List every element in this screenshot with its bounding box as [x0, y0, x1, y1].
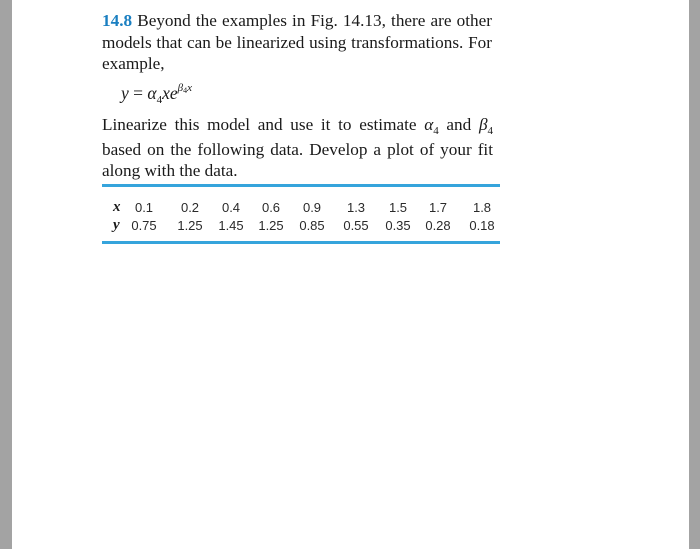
table-cell: 1.25 [258, 218, 284, 233]
problem-number: 14.8 [102, 11, 133, 30]
alpha-glyph: α [424, 115, 434, 134]
x-row-label: x [113, 199, 121, 215]
beta-glyph: β [478, 115, 488, 134]
equation-x: x [162, 83, 170, 103]
table-top-rule [102, 184, 500, 187]
table-cell: 0.2 [180, 200, 200, 215]
table-cell: 0.9 [302, 200, 322, 215]
equation-beta: β [177, 82, 184, 94]
table-cell: 1.7 [428, 200, 448, 215]
table-cell: 0.6 [261, 200, 281, 215]
equation-beta-sub: 4 [183, 86, 188, 95]
equation-e: e [169, 83, 178, 103]
document-page [12, 0, 689, 549]
table-cell: 1.45 [218, 218, 244, 233]
problem-text: Beyond the examples in Fig. 14.13, there are other models that can be linearized using transformations. For example, [102, 11, 492, 74]
table-cell: 0.35 [385, 218, 411, 233]
table-cell: 0.4 [221, 200, 241, 215]
table-row-y [102, 217, 502, 235]
problem-statement [102, 10, 492, 75]
table-cell: 1.5 [388, 200, 408, 215]
beta-sub: 4 [487, 125, 494, 137]
equation-exponent [178, 82, 192, 94]
model-equation [121, 83, 192, 104]
table-cell: 1.3 [346, 200, 366, 215]
equation-y: y [121, 83, 129, 103]
equation-alpha: α [147, 83, 157, 103]
equation-equals: = [133, 83, 144, 103]
equation-alpha-sub: 4 [156, 94, 163, 106]
instructions-part1: Linearize this model and use it to estimate [102, 115, 417, 134]
table-cell: 0.75 [131, 218, 157, 233]
table-cell: 0.55 [343, 218, 369, 233]
table-cell: 1.25 [177, 218, 203, 233]
table-cell: 1.8 [472, 200, 492, 215]
table-cell: 0.28 [425, 218, 451, 233]
table-cell: 0.18 [469, 218, 495, 233]
instructions-part2: based on the following data. Develop a plot of your fit along with the data. [102, 139, 493, 181]
alpha-sub: 4 [433, 125, 439, 137]
table-cell: 0.85 [299, 218, 325, 233]
alpha-symbol [424, 115, 439, 137]
beta-symbol [478, 115, 494, 137]
y-row-label: y [113, 217, 120, 233]
equation-exp-x: x [187, 82, 193, 94]
instructions [102, 114, 493, 182]
table-row-x [102, 199, 502, 217]
instructions-and: and [446, 115, 472, 134]
table-bottom-rule [102, 241, 500, 244]
table-cell: 0.1 [134, 200, 154, 215]
